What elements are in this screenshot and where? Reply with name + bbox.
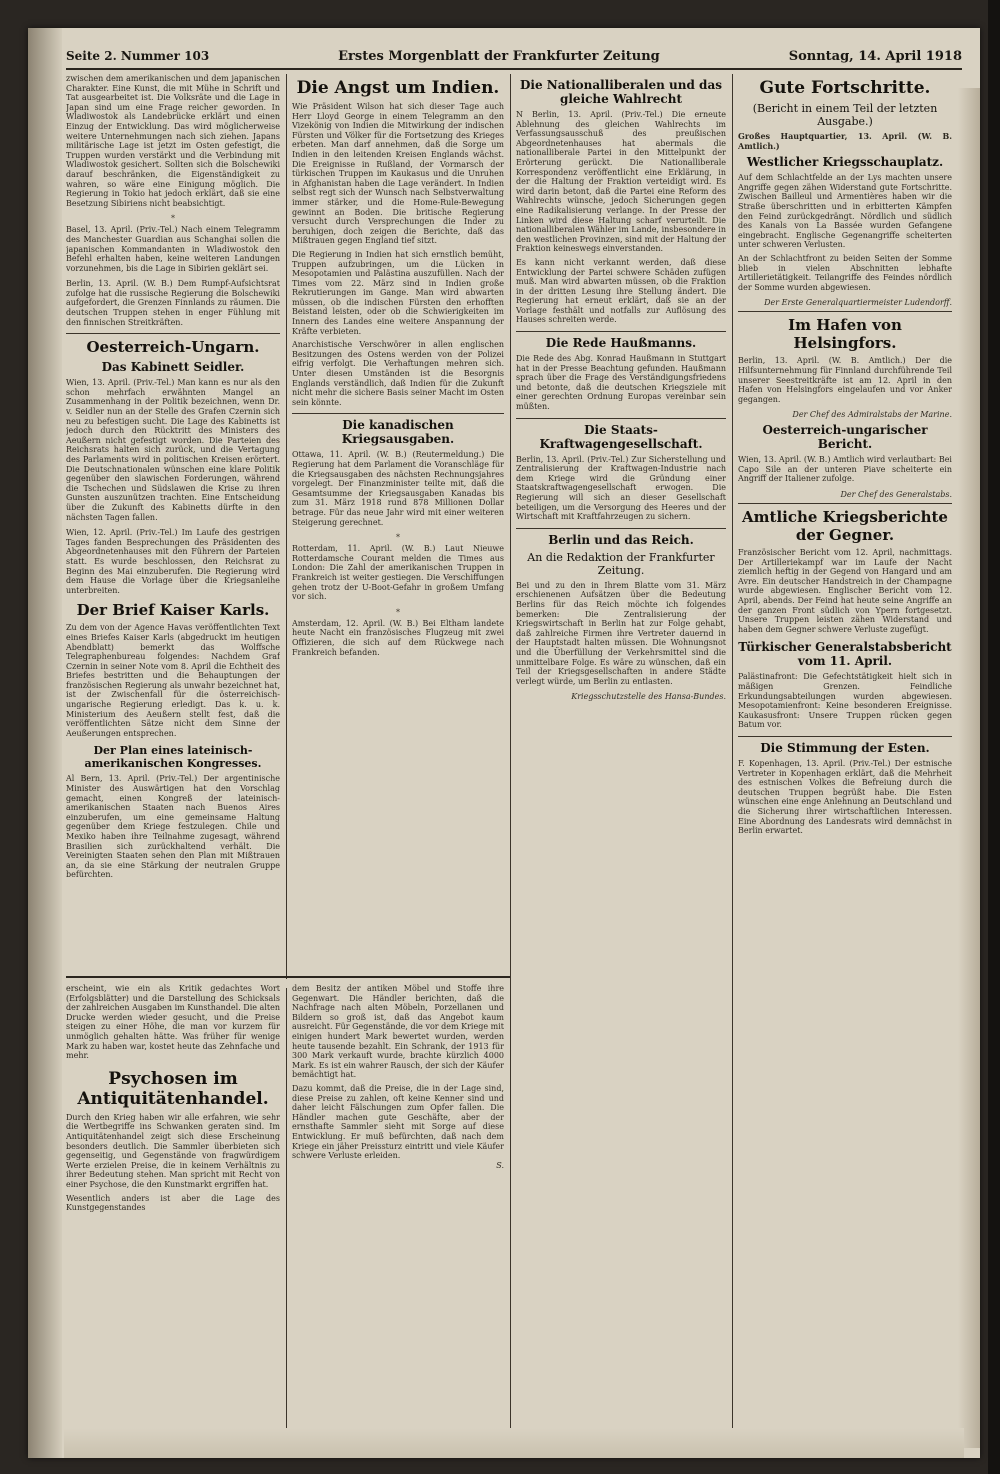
article-berlin: [66, 279, 280, 327]
article-headline: Amtliche Kriegsberichte der Gegner.: [742, 508, 948, 545]
article-text: Berlin, 13. April. (W. B. Amtlich.) Der die Hilfsunternehmung für Finnland durchführende Teil unserer Seestreitkräfte ist am 12. April in den Hafen von Helsingfors eingelaufen und vor Anker gegangen.: [738, 356, 952, 404]
article-headline: Die kanadischen Kriegsausgaben.: [341, 418, 455, 447]
article-headline: Die Staats-Kraftwagengesellschaft.: [539, 422, 703, 451]
article-text: Zu dem von der Agence Havas veröffentlichten Text eines Briefes Kaiser Karls (abgedruckt im heutigen Abendblatt) bemerkt das Wolffsche Telegraphenbureau folgendes: Nachdem Graf Czernin in seiner Note vom 8. April die Echtheit des Briefes bestritten und die Behauptungen der französischen Regierung als unwahr bezeichnet hat, ist der Zwischenfall für die österreichisch-ungarische Regierung erledigt. Das k. u. k. Ministerium des Aeußern stellt fest, daß die veröffentlichten Sätze nicht dem Sinne der Aeußerungen entsprechen.: [66, 623, 280, 738]
article-basel: [66, 225, 280, 273]
article-text: Dazu kommt, daß die Preise, die in der Lage sind, diese Preise zu zahlen, oft keine Kenner sind und daher leicht Fälschungen zum Opfer fallen. Die Händler machen gute Geschäfte, aber der ernsthafte Sammler sieht mit Sorge auf diese Entwicklung. Er muß befürchten, daß nach dem Kriege ein jäher Preissturz eintritt und viele Käufer schwere Verluste erleiden.: [292, 1083, 504, 1161]
article-liberals: [516, 110, 726, 325]
article-congress: [66, 774, 280, 880]
newspaper-page: [28, 28, 980, 1458]
article-text: Es kann nicht verkannt werden, daß diese Entwicklung der Partei schwere Schäden zufügen muß. Man wird abwarten müssen, ob die Fraktion in der dritten Lesung ihre Stellung ändert. Die Regierung hat erneut erklärt, daß sie an der Vorlage festhält und notfalls zur Auflösung des Hauses schreiten werde.: [516, 257, 726, 325]
dateline: Großes Hauptquartier, 13. April. (W. B. Amtlich.): [738, 131, 952, 151]
article-text: F. Kopenhagen, 13. April. (Priv.-Tel.) Der estnische Vertreter in Kopenhagen erklärt, daß die Mehrheit des estnischen Volkes die Befreiung durch die deutschen Truppen begrüßt habe. Die Esten wünschen eine enge Anlehnung an Deutschland und die Sicherung ihrer wirtschaftlichen Interessen. Eine Abordnung des Landesrats wird demnächst in Berlin erwartet.: [738, 758, 952, 836]
article-enemy: [738, 548, 952, 634]
divider: [738, 311, 952, 312]
article-signature: Der Chef des Admiralstabs der Marine.: [792, 410, 952, 420]
divider: [516, 528, 726, 529]
article-text: dem Besitz der antiken Möbel und Stoffe ihre Gegenwart. Die Händler berichten, daß die Nachfrage nach alten Möbeln, Porzellanen und Bildern so groß ist, daß das Angebot kaum ausreicht. Für Gegenstände, die vor dem Kriege mit einigen hundert Mark bewertet wurden, werden heute tausende bezahlt. Ein Schrank, der 1913 für 300 Mark verkauft wurde, brachte kürzlich 4000 Mark. Es ist ein wahrer Rausch, der sich der Käufer bemächtigt hat.: [292, 984, 504, 1080]
article-signature: S.: [496, 1160, 504, 1170]
column-4: [738, 74, 952, 1454]
article-text: Wie Präsident Wilson hat sich dieser Tage auch Herr Lloyd George in einem Telegramm an den Vizekönig von Indien die Mitwirkung der indischen Fürsten und Völker für die Fortsetzung des Krieges erbeten. Man darf annehmen, daß die Sorge um Indien in den leitenden Kreisen Englands wächst. Die Ereignisse in Rußland, der Vormarsch der türkischen Truppen im Kaukasus und die Unruhen in Afghanistan haben die Lage verändert. In Indien selbst regt sich der Wunsch nach Selbstverwaltung immer stärker, und die Home-Rule-Bewegung gewinnt an Boden. Die britische Regierung versucht durch Versprechungen die Inder zu beruhigen, doch zeigen die Berichte, daß das Mißtrauen gegen England tief sitzt.: [292, 102, 504, 246]
article-text: Anarchistische Verschwörer in allen englischen Besitzungen des Ostens werden von der Polizei eifrig verfolgt. Die Verhaftungen mehren sich. Unter diesen Umständen ist die Besorgnis Englands verständlich, daß Indien für die Zukunft nicht mehr die sichere Basis seiner Macht im Osten sein könnte.: [292, 340, 504, 407]
article-esten: [738, 759, 952, 836]
article-india: [292, 102, 504, 407]
article-text: Ottawa, 11. April. (W. B.) (Reutermeldung.) Die Regierung hat dem Parlament die Voranschläge für die Kriegsausgaben des nächsten Rechnungsjahres vorgelegt. Der Finanzminister teilte mit, daß die Gesamtsumme der Kriegsausgaben Kanadas bis zum 31. März 1918 rund 878 Millionen Dollar betrage. Für das neue Jahr wird mit einer weiteren Steigerung gerechnet.: [292, 450, 504, 527]
article-headline: Oesterreich-ungarischer Bericht.: [762, 423, 928, 452]
article-headline: Der Brief Kaiser Karls.: [76, 601, 270, 620]
column-2: [292, 74, 504, 979]
article-amsterdam: [292, 619, 504, 657]
article-text: Wien, 13. April. (W. B.) Amtlich wird verlautbart: Bei Capo Sile an der unteren Piave scheiterte ein Angriff der Italiener zufolge.: [738, 455, 952, 484]
page-number: Seite 2. Nummer 103: [66, 49, 210, 63]
article-text: Die Rede des Abg. Konrad Haußmann in Stuttgart hat in der Presse Beachtung gefunden. Haußmann sprach über die Frage des Verständigungsfriedens und betonte, daß die deutschen Kriegsziele mit einer gerechten Ordnung Europas vereinbar sein müßten.: [516, 354, 726, 412]
divider: [738, 503, 952, 504]
article-rotterdam: [292, 544, 504, 602]
masthead: [66, 44, 962, 70]
article-text: Auf dem Schlachtfelde an der Lys machten unsere Angriffe gegen zähen Widerstand gute Fortschritte. Zwischen Bailleul und Armentières haben wir die Straße überschritten und in erbitterten Kämpfen den Feind zurückgedrängt. Nördlich und südlich des Kanals von La Bassée wurden Gefangene eingebracht. Englische Gegenangriffe scheiterten unter schweren Verlusten.: [738, 173, 952, 250]
article-reich: [516, 581, 726, 687]
article-canada: [292, 450, 504, 527]
article-text: Berlin, 13. April. (Priv.-Tel.) Zur Sicherstellung und Zentralisierung der Kraftwagen-Industrie nach dem Kriege wird die Gründung einer Staatskraftwagengesellschaft erwogen. Die Regierung will sich an dieser Gesellschaft beteiligen, um die Versorgung des Heeres und der Wirtschaft mit Kraftfahrzeugen zu sichern.: [516, 454, 726, 522]
separator: *: [396, 607, 400, 617]
divider: [516, 418, 726, 419]
article-text: Bei und zu den in Ihrem Blatte vom 31. März erschienenen Aufsätzen über die Bedeutung Berlins für das Reich möchte ich folgendes bemerken: Die Zentralisierung der Kriegswirtschaft in Berlin hat zur Folge gehabt, daß zahlreiche Firmen ihre Vertreter dauernd in der Hauptstadt halten müssen. Die Wohnungsnot und die Überfüllung der Verkehrsmittel sind die unmittelbare Folge. Es wäre zu wünschen, daß ein Teil der Kriegsgesellschaften in andere Städte verlegt würde, um Berlin zu entlasten.: [516, 580, 726, 686]
article-headline: Die Angst um Indien.: [296, 78, 500, 98]
column-3: [516, 74, 726, 1454]
article-headline: Gute Fortschritte.: [759, 78, 931, 98]
article-text: Palästinafront: Die Gefechtstätigkeit hielt sich in mäßigen Grenzen. Feindliche Erkundungsabteilungen wurden abgewiesen. Mesopotamienfront: Keine besonderen Ereignisse. Kaukasusfront: Unsere Truppen rücken gegen Batum vor.: [738, 672, 952, 730]
article-cabinet: [66, 378, 280, 522]
article-haussmann: [516, 354, 726, 412]
article-text: Amsterdam, 12. April. (W. B.) Bei Eltham landete heute Nacht ein französisches Flugzeug mit zwei Offizieren, die sich auf dem Rückwege nach Frankreich befanden.: [292, 618, 504, 657]
article-wien: [66, 528, 280, 595]
divider: [516, 331, 726, 332]
article-signature: Der Chef des Generalstabs.: [840, 490, 952, 500]
article-headline: Die Nationalliberalen und das gleiche Wahlrecht: [520, 78, 722, 106]
article-text: Basel, 13. April. (Priv.-Tel.) Nach einem Telegramm des Manchester Guardian aus Schanghai sollen die japanischen Kommandanten in Wladiwostok den Befehl erhalten haben, keine weiteren Landungen vorzunehmen, bis die Lage in Sibirien geklärt sei.: [66, 225, 280, 273]
article-text: Wien, 12. April. (Priv.-Tel.) Im Laufe des gestrigen Tages fanden Besprechungen des Präsidenten des Abgeordnetenhauses mit den Führern der Parteien statt. Es wurde beschlossen, den Reichsrat zu Beginn des Mai einzuberufen. Die Regierung wird dem Hause die Vorlage über die Kriegsanleihe unterbreiten.: [66, 528, 280, 595]
article-text: zwischen dem amerikanischen und dem japanischen Charakter. Eine Kunst, die mit Mühe in Schrift und Tat ausgearbeitet ist. Die Volksräte und die Lage in Japan sind um eine Frage reicher geworden. In Wladiwostok als Landebrücke erklärt und einen Einzug der Entwicklung. Das wird möglicherweise weitere Unternehmungen nach sich ziehen. Japans militärische Lage ist jetzt im Osten gefestigt, die Truppen wurden verstärkt und die Verbindung mit Wladiwostok gesichert. Sollten sich die Bolschewiki darauf beschränken, die Eigenständigkeit zu wahren, so wäre eine Einigung möglich. Die Regierung in Tokio hat jedoch erklärt, daß sie eine Besetzung Sibiriens nicht beabsichtigt.: [66, 74, 280, 208]
feuilleton-rule: [66, 976, 510, 978]
article-text: Französischer Bericht vom 12. April, nachmittags. Der Artilleriekampf war im Laufe der Nacht ziemlich heftig in der Gegend von Hangard und am Avre. Ein deutscher Handstreich in der Champagne wurde abgewiesen. Englischer Bericht vom 12. April, abends. Der Feind hat heute seine Angriffe an der ganzen Front südlich von Ypern fortgesetzt. Unsere Truppen leisten zähen Widerstand und haben dem Gegner schwere Verluste zugefügt.: [738, 548, 952, 634]
column-1: [66, 74, 280, 979]
article-text: Wien, 13. April. (Priv.-Tel.) Man kann es nur als den schon mehrfach erwähnten Mangel an Zusammenhang in der Politik bezeichnen, wenn Dr. v. Seidler nun an der Stelle des Grafen Czernin sich neu zu befestigen sucht. Die Lage des Kabinetts ist jedoch durch den Rücktritt des Ministers des Aeußern nicht gefestigt worden. Die Parteien des Reichsrats halten sich zurück, und die Vertagung des Parlaments wird in politischen Kreisen erörtert. Die Deutschnationalen wünschen eine klare Politik gegenüber den slawischen Forderungen, während die Tschechen und Südslawen die Krise zu ihren Gunsten auszunützen trachten. Eine Entscheidung über die Zukunft des Kabinetts dürfte in den nächsten Tagen fallen.: [66, 378, 280, 522]
column-rule: [732, 74, 733, 1454]
article-headline: Die Stimmung der Esten.: [760, 740, 930, 755]
article-text: Al Bern, 13. April. (Priv.-Tel.) Der argentinische Minister des Auswärtigen hat den Vorschlag gemacht, einen Kongreß der lateinisch-amerikanischen Staaten nach Buenos Aires einzuberufen, um eine gemeinsame Haltung gegenüber dem Kriege festzulegen. Chile und Mexiko haben ihre Teilnahme zugesagt, während Brasilien sich zurückhaltend verhält. Die Vereinigten Staaten sehen den Plan mit Mißtrauen an, da sie eine Stärkung der neutralen Gruppe befürchten.: [66, 774, 280, 880]
article-japan: [66, 74, 280, 208]
section-heading: Westlicher Kriegsschauplatz.: [746, 155, 944, 170]
article-signature: Kriegsschutzstelle des Hansa-Bundes.: [571, 692, 726, 702]
article-headline: Türkischer Generalstabsbericht vom 11. April.: [738, 640, 952, 669]
article-turkish: [738, 672, 952, 730]
page-bottom-edge: [64, 1428, 964, 1458]
article-text: An der Schlachtfront zu beiden Seiten der Somme blieb in vielen Abschnitten lebhafte Artillerietätigkeit. Teilangriffe des Feindes nördlich der Somme wurden abgewiesen.: [738, 253, 952, 292]
article-letter: [66, 623, 280, 738]
separator: *: [396, 533, 400, 543]
column-rule: [510, 74, 511, 1454]
divider: [738, 736, 952, 737]
article-headline: Berlin und das Reich.: [548, 532, 694, 547]
article-helsingfors: [738, 356, 952, 404]
article-text: Rotterdam, 11. April. (W. B.) Laut Nieuwe Rotterdamsche Courant melden die Times aus London: Die Zahl der amerikanischen Truppen in Frankreich ist weiter gestiegen. Die Verschiffungen gehen trotz der U-Boot-Gefahr in großem Umfang vor sich.: [292, 544, 504, 602]
article-headline: Im Hafen von Helsingfors.: [788, 316, 902, 353]
article-headline: Der Plan eines lateinisch-amerikanischen Kongresses.: [84, 744, 262, 771]
column-rule: [286, 74, 287, 979]
article-subheadline: (Bericht in einem Teil der letzten Ausgabe.): [752, 102, 938, 128]
issue-date: Sonntag, 14. April 1918: [788, 48, 962, 64]
article-text: erscheint, wie ein als Kritik gedachtes Wort (Erfolgsblätter) und die Darstellung des Schicksals der zahlreichen Ausgaben im Kunsthandel. Die alten Drucke werden wieder gesucht, und die Preise steigen zu einer Höhe, die man vor kurzem für unmöglich gehalten hätte. Was früher für wenige Mark zu haben war, kostet heute das Zehnfache und mehr.: [66, 984, 280, 1061]
article-signature: Der Erste Generalquartiermeister Ludendorff.: [764, 298, 952, 308]
feuilleton-left: [66, 984, 280, 1428]
article-headline: Die Rede Haußmanns.: [545, 336, 697, 351]
feuilleton-mid: [292, 984, 504, 1428]
newspaper-title: Erstes Morgenblatt der Frankfurter Zeitung: [338, 48, 660, 64]
article-state: [516, 455, 726, 522]
article-text: Wesentlich anders ist aber die Lage des Kunstgegenstandes: [66, 1193, 280, 1213]
article-text: Die Regierung in Indien hat sich ernstlich bemüht, Truppen aufzubringen, um die Lücken in Mesopotamien und Palästina auszufüllen. Nach der Times vom 22. März sind in Indien große Rekrutierungen im Gange. Man wird abwarten müssen, ob die indischen Fürsten den erhofften Beistand leisten, oder ob die Schwierigkeiten im Innern des Landes eine weitere Anspannung der Kräfte verbieten.: [292, 249, 504, 336]
scan-edge: [988, 0, 1000, 1474]
article-text: Durch den Krieg haben wir alle erfahren, wie sehr die Wertbegriffe ins Schwanken geraten sind. Im Antiquitätenhandel zeigt sich diese Erscheinung besonders deutlich. Die Sammler überbieten sich gegenseitig, und Gegenstände von fragwürdigem Werte erzielen Preise, die in keinem Verhältnis zu ihrer Bedeutung stehen. Man spricht mit Recht von einer Psychose, die den Kunstmarkt ergriffen hat.: [66, 1112, 280, 1189]
article-subheadline: An die Redaktion der Frankfurter Zeitung.: [527, 550, 715, 577]
column-rule: [286, 988, 287, 1454]
article-text: Berlin, 13. April. (W. B.) Dem Rumpf-Aufsichtsrat zufolge hat die russische Regierung die Bolschewiki aufgefordert, die Grenzen Finnlands zu räumen. Die deutschen Truppen stehen in enger Fühlung mit den finnischen Streitkräften.: [66, 279, 280, 327]
divider: [292, 413, 504, 414]
article-austro: [738, 455, 952, 484]
separator: *: [171, 214, 175, 224]
divider: [66, 333, 280, 334]
page-edge-stain: [958, 88, 980, 1448]
article-text: N Berlin, 13. April. (Priv.-Tel.) Die erneute Ablehnung des gleichen Wahlrechts im Verfassungsausschuß des preußischen Abgeordnetenhauses hat abermals die nationalliberale Partei in den Mittelpunkt der Erörterung gerückt. Die Nationalliberale Korrespondenz veröffentlicht eine Erklärung, in der die Haltung der Fraktion verteidigt wird. Es wird darin betont, daß die Partei eine Reform des Wahlrechts wünsche, jedoch Sicherungen gegen eine Radikalisierung verlange. In der Presse der Linken wird diese Haltung scharf verurteilt. Die nationalliberalen Wähler im Lande, insbesondere in den westlichen Provinzen, sind mit der Haltung der Fraktion keineswegs einverstanden.: [516, 110, 726, 254]
article-west: [738, 173, 952, 292]
binding-shadow: [28, 28, 62, 1458]
section-heading: Oesterreich-Ungarn.: [86, 338, 260, 357]
article-headline: Psychosen im Antiquitätenhandel.: [77, 1068, 269, 1109]
article-headline: Das Kabinett Seidler.: [101, 360, 245, 375]
